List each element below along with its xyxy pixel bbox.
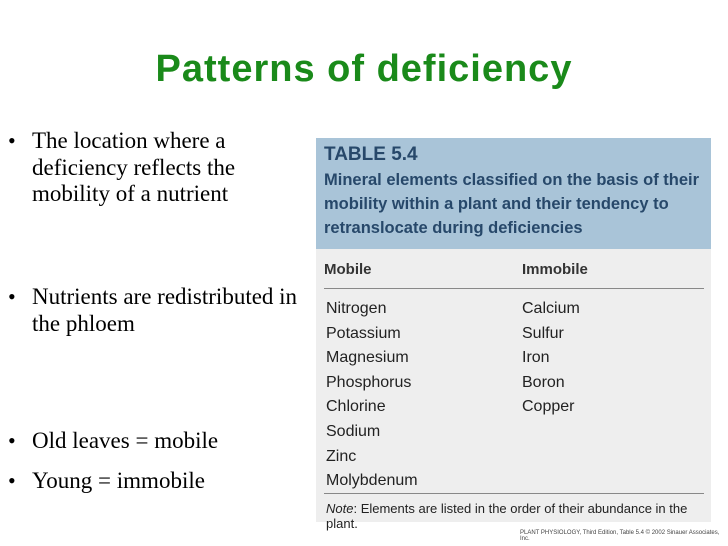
bullet-text: Old leaves = mobile (32, 428, 219, 453)
table-caption: Mineral elements classified on the basis of their mobility within a plant and their tendency to retranslocate during deficiencies (324, 171, 700, 237)
bullet-dot-icon: • (8, 428, 16, 453)
column-header-mobile: Mobile (324, 261, 372, 278)
list-item: Phosphorus (326, 373, 412, 391)
header-divider (324, 288, 704, 289)
slide-title: Patterns of deficiency (155, 48, 573, 90)
list-item: Copper (522, 398, 575, 416)
list-item: Chlorine (326, 398, 386, 416)
list-item: Nitrogen (326, 300, 387, 317)
list-item: Molybdenum (326, 472, 418, 490)
table-note (326, 501, 711, 531)
list-item: Calcium (522, 300, 580, 317)
bullet-dot-icon: • (8, 128, 16, 153)
bullet-dot-icon: • (8, 284, 16, 309)
list-item: Boron (522, 373, 565, 391)
list-item: Sulfur (522, 324, 564, 342)
mobility-table (316, 138, 711, 531)
table-number: TABLE 5.4 (324, 144, 418, 165)
list-item: Zinc (326, 447, 357, 465)
mobile-list (326, 297, 418, 494)
table-header (316, 138, 711, 249)
list-item: Magnesium (326, 349, 409, 367)
column-header-immobile: Immobile (522, 261, 588, 278)
source-credit: PLANT PHYSIOLOGY, Third Edition, Table 5.4 © 2002 Sinauer Associates, Inc. (520, 530, 720, 542)
note-label: Note (326, 501, 354, 516)
footer-divider (324, 493, 704, 494)
bullet-text: The location where a deficiency reflects the mobility of a nutrient (32, 128, 236, 206)
list-item: Sodium (326, 422, 381, 440)
list-item: Potassium (326, 324, 401, 342)
note-text: : Elements are listed in the order of their abundance in the plant. (326, 501, 688, 531)
bullet-text: Young = immobile (32, 468, 205, 493)
bullet-dot-icon: • (8, 468, 16, 493)
list-item: Iron (522, 349, 550, 367)
bullet-text: Nutrients are redistributed in the phloem (32, 284, 298, 336)
immobile-list (522, 297, 580, 420)
